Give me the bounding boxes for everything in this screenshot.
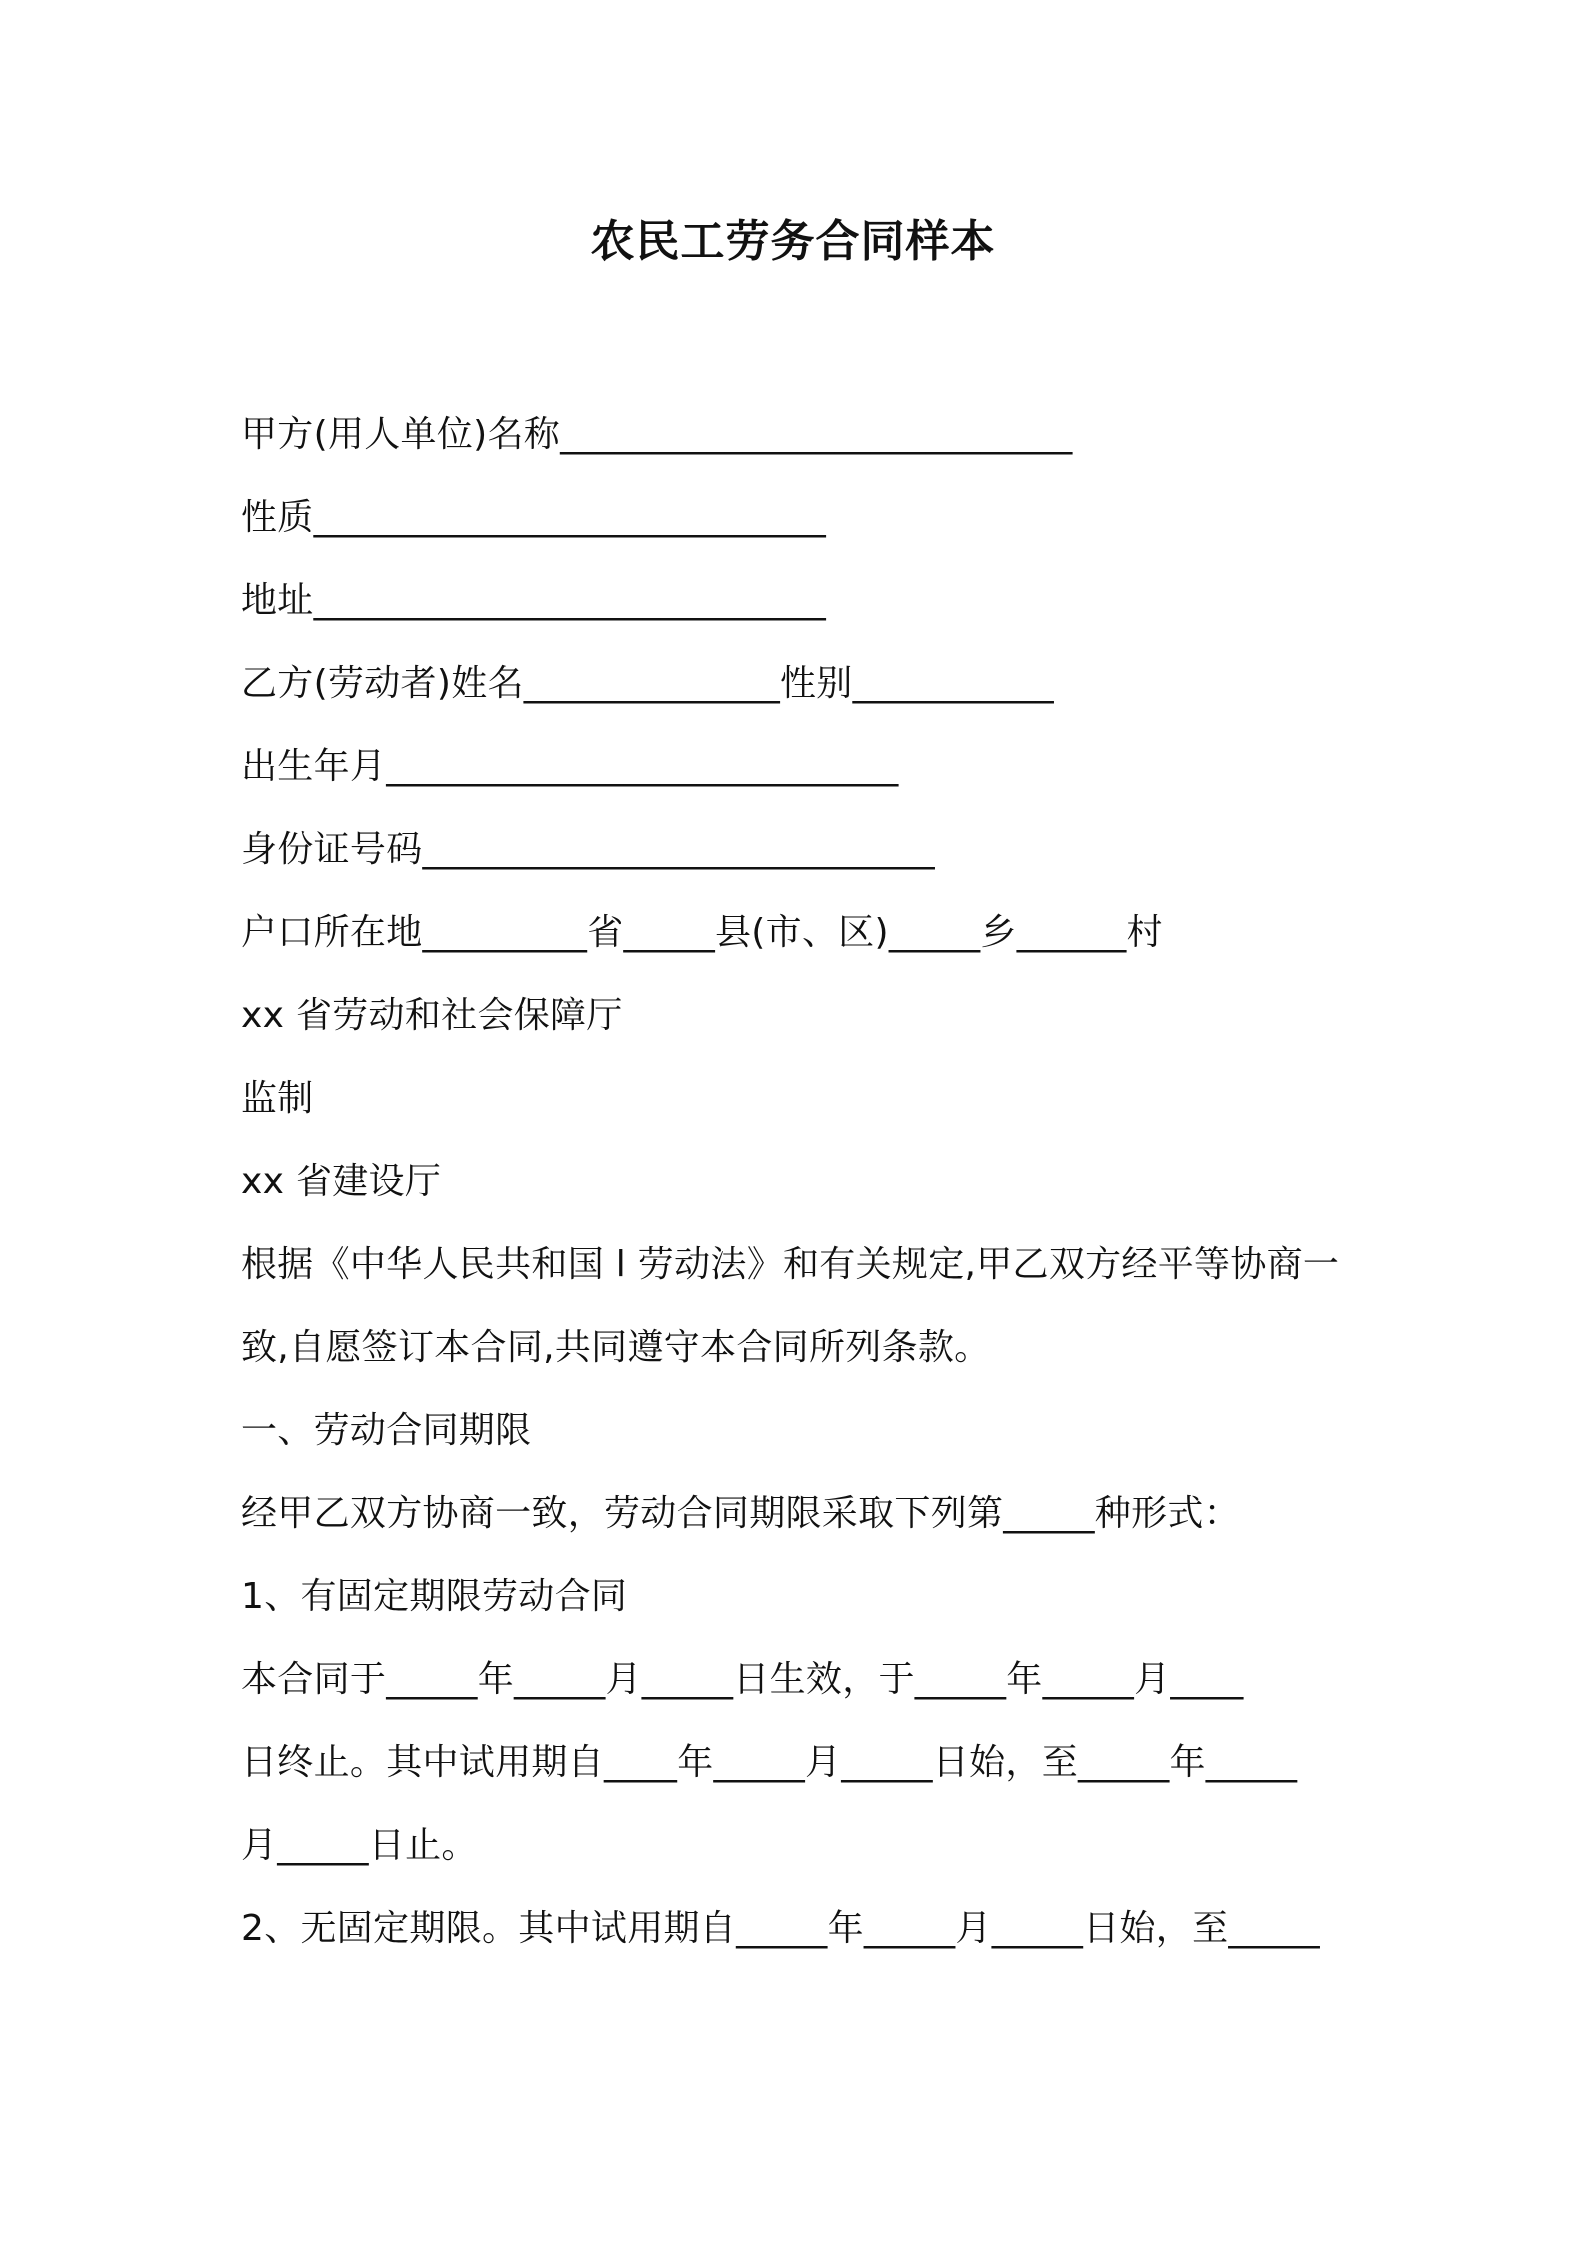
party-a-nature-line: 性质____________________________ — [241, 497, 826, 538]
term-form-line: 经甲乙双方协商一致，劳动合同期限采取下列第_____种形式： — [241, 1493, 1240, 1534]
section-heading-contract-term: 一、劳动合同期限 — [241, 1410, 532, 1451]
fixed-term-heading: 1、有固定期限劳动合同 — [241, 1576, 628, 1617]
fixed-term-dates-line-3: 月_____日止。 — [241, 1825, 478, 1866]
issuer-construction-dept: xx 省建设厅 — [241, 1161, 442, 1202]
fixed-term-dates-line-1: 本合同于_____年_____月_____日生效，于_____年_____月____ — [241, 1659, 1244, 1700]
document-body — [241, 414, 1361, 1991]
party-b-birth-line: 出生年月____________________________ — [241, 746, 899, 787]
party-b-name-gender-line: 乙方(劳动者)姓名______________性别___________ — [241, 663, 1054, 704]
issuer-labor-dept: xx 省劳动和社会保障厅 — [241, 995, 623, 1036]
party-b-hukou-line: 户口所在地_________省_____县(市、区)_____乡______村 — [241, 912, 1163, 953]
document-title: 农民工劳务合同样本 — [590, 216, 996, 267]
party-a-address-line: 地址____________________________ — [241, 580, 826, 621]
party-b-id-line: 身份证号码____________________________ — [241, 829, 935, 870]
issuer-supervise: 监制 — [241, 1078, 314, 1119]
party-a-name-line: 甲方(用人单位)名称____________________________ — [241, 414, 1073, 455]
preamble-line-1: 根据《中华人民共和国 l 劳动法》和有关规定,甲乙双方经平等协商一 — [241, 1244, 1340, 1285]
preamble-line-2: 致,自愿签订本合同,共同遵守本合同所列条款。 — [241, 1327, 991, 1368]
open-term-line: 2、无固定期限。其中试用期自_____年_____月_____日始，至_____ — [241, 1908, 1320, 1949]
fixed-term-dates-line-2: 日终止。其中试用期自____年_____月_____日始，至_____年_____ — [241, 1742, 1298, 1783]
